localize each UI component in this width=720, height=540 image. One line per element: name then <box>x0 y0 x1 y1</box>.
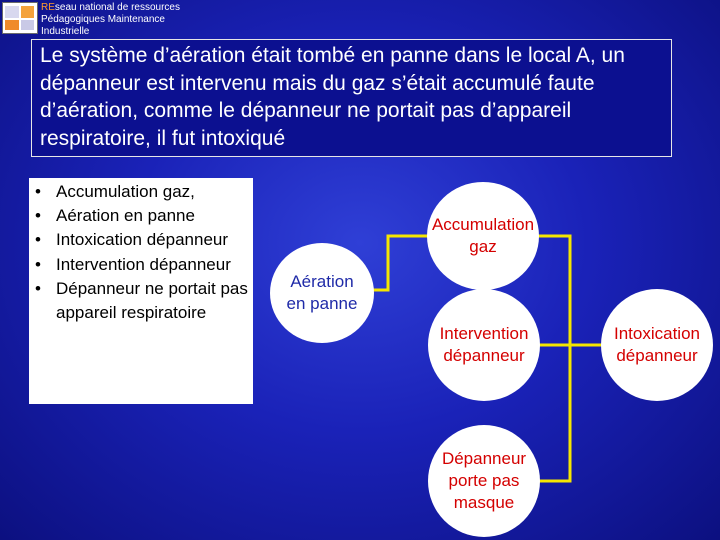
fact-item: • Dépanneur ne portait pas appareil respiratoire <box>33 277 249 325</box>
node-intervention-label: Intervention dépanneur <box>439 324 529 365</box>
fact-item: • Intervention dépanneur <box>33 253 249 277</box>
scenario-description: Le système d’aération était tombé en panne dans le local A, un dépanneur est intervenu mais du gaz s’était accumulé faute d’aération, comme le dépanneur ne portait pas d’appareil respiratoire, il fut intoxiqué <box>31 39 672 157</box>
fact-item: • Accumulation gaz, <box>33 180 249 204</box>
node-accumulation-gaz <box>427 182 539 290</box>
node-accumulation-label: Accumulation gaz <box>431 215 535 256</box>
node-aeration-label: Aération en panne <box>286 272 358 313</box>
node-intervention-depanneur <box>428 289 540 401</box>
node-intoxication-depanneur <box>601 289 713 401</box>
header-line-1: seau national de ressources <box>54 2 180 13</box>
header-line-3: Industrielle <box>41 26 90 37</box>
node-depanneur-masque <box>428 425 540 537</box>
node-intoxication-label: Intoxication dépanneur <box>614 324 700 365</box>
fact-item: • Intoxication dépanneur <box>33 228 249 252</box>
site-header: REseau national de ressources Pédagogiques Maintenance Industrielle <box>41 2 241 38</box>
fact-item: • Aération en panne <box>33 204 249 228</box>
node-masque-label: Dépanneur porte pas masque <box>441 449 527 512</box>
header-line-2: Pédagogiques Maintenance <box>41 14 165 25</box>
node-aeration-panne <box>270 243 374 343</box>
